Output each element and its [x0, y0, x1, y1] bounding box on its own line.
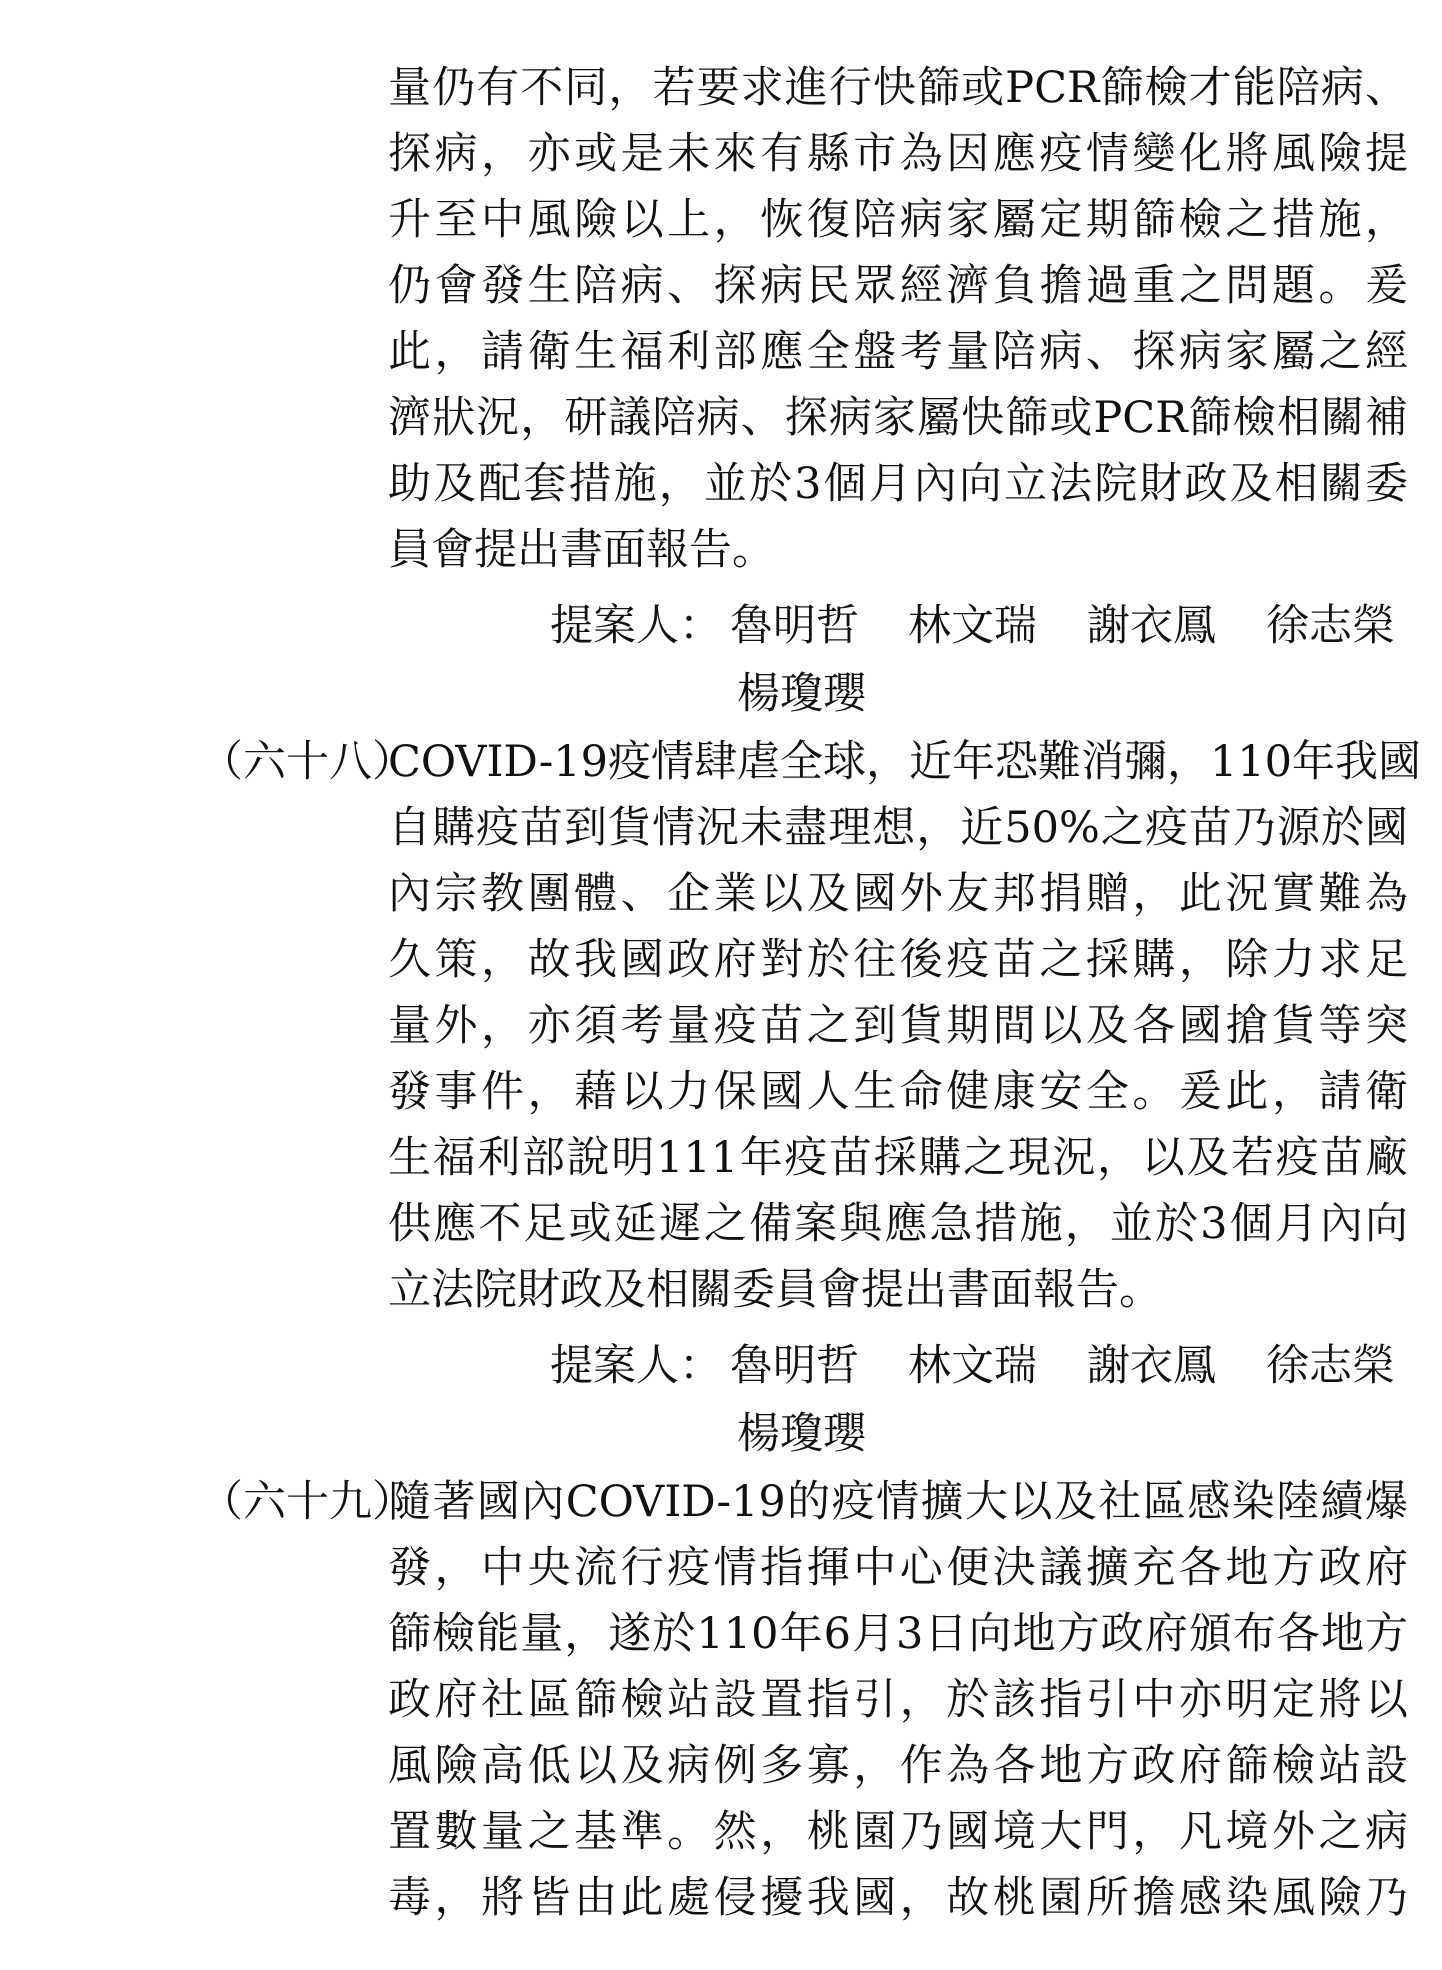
text-line: 發，中央流行疫情指揮中心便決議擴充各地方政府	[388, 1543, 1408, 1593]
text-line: 立法院財政及相關委員會提出書面報告。	[388, 1265, 1162, 1315]
text-line: 風險高低以及病例多寡，作為各地方政府篩檢站設	[388, 1741, 1408, 1791]
text-line: 探病，亦或是未來有縣市為因應疫情變化將風險提	[388, 129, 1408, 179]
text-line: 發事件，藉以力保國人生命健康安全。爰此，請衛	[388, 1067, 1408, 1117]
text-line: 生福利部說明111年疫苗採購之現況，以及若疫苗廠	[388, 1133, 1408, 1183]
proposer-name: 謝衣鳳	[1087, 1341, 1216, 1391]
item-number: （六十八）	[200, 737, 415, 787]
proposer-label: 提案人：	[550, 1341, 722, 1391]
proposer-name: 魯明哲	[730, 601, 859, 651]
proposer-label: 提案人：	[550, 601, 722, 651]
text-line: 隨著國內COVID-19的疫情擴大以及社區感染陸續爆	[388, 1477, 1408, 1527]
text-line: 員會提出書面報告。	[388, 525, 775, 575]
text-line: 濟狀況，研議陪病、探病家屬快篩或PCR篩檢相關補	[388, 393, 1408, 443]
proposer-name: 謝衣鳳	[1087, 601, 1216, 651]
text-line: 供應不足或延遲之備案與應急措施，並於3個月內向	[388, 1199, 1408, 1249]
proposer-name: 魯明哲	[730, 1341, 859, 1391]
text-line: COVID-19疫情肆虐全球，近年恐難消彌，110年我國	[388, 737, 1422, 787]
text-line: 仍會發生陪病、探病民眾經濟負擔過重之問題。爰	[388, 261, 1408, 311]
proposer-name: 徐志榮	[1266, 601, 1395, 651]
text-line: 置數量之基準。然，桃園乃國境大門，凡境外之病	[388, 1807, 1408, 1857]
text-line: 量外，亦須考量疫苗之到貨期間以及各國搶貨等突	[388, 1001, 1408, 1051]
text-line: 內宗教團體、企業以及國外友邦捐贈，此況實難為	[388, 869, 1408, 919]
proposer-name-cont: 楊瓊瓔	[737, 669, 866, 719]
text-line: 量仍有不同，若要求進行快篩或PCR篩檢才能陪病、	[388, 63, 1408, 113]
text-line: 毒，將皆由此處侵擾我國，故桃園所擔感染風險乃	[388, 1873, 1408, 1923]
text-line: 政府社區篩檢站設置指引，於該指引中亦明定將以	[388, 1675, 1408, 1725]
proposer-name: 林文瑞	[908, 1341, 1037, 1391]
text-line: 自購疫苗到貨情況未盡理想，近50%之疫苗乃源於國	[388, 803, 1408, 853]
text-line: 篩檢能量，遂於110年6月3日向地方政府頒布各地方	[388, 1609, 1408, 1659]
text-line: 升至中風險以上，恢復陪病家屬定期篩檢之措施，	[388, 195, 1408, 245]
proposer-name: 徐志榮	[1266, 1341, 1395, 1391]
item-number: （六十九）	[200, 1477, 415, 1527]
proposer-name-cont: 楊瓊瓔	[737, 1409, 866, 1459]
text-line: 久策，故我國政府對於往後疫苗之採購，除力求足	[388, 935, 1408, 985]
proposer-name: 林文瑞	[908, 601, 1037, 651]
text-line: 此，請衛生福利部應全盤考量陪病、探病家屬之經	[388, 327, 1408, 377]
text-line: 助及配套措施，並於3個月內向立法院財政及相關委	[388, 459, 1408, 509]
